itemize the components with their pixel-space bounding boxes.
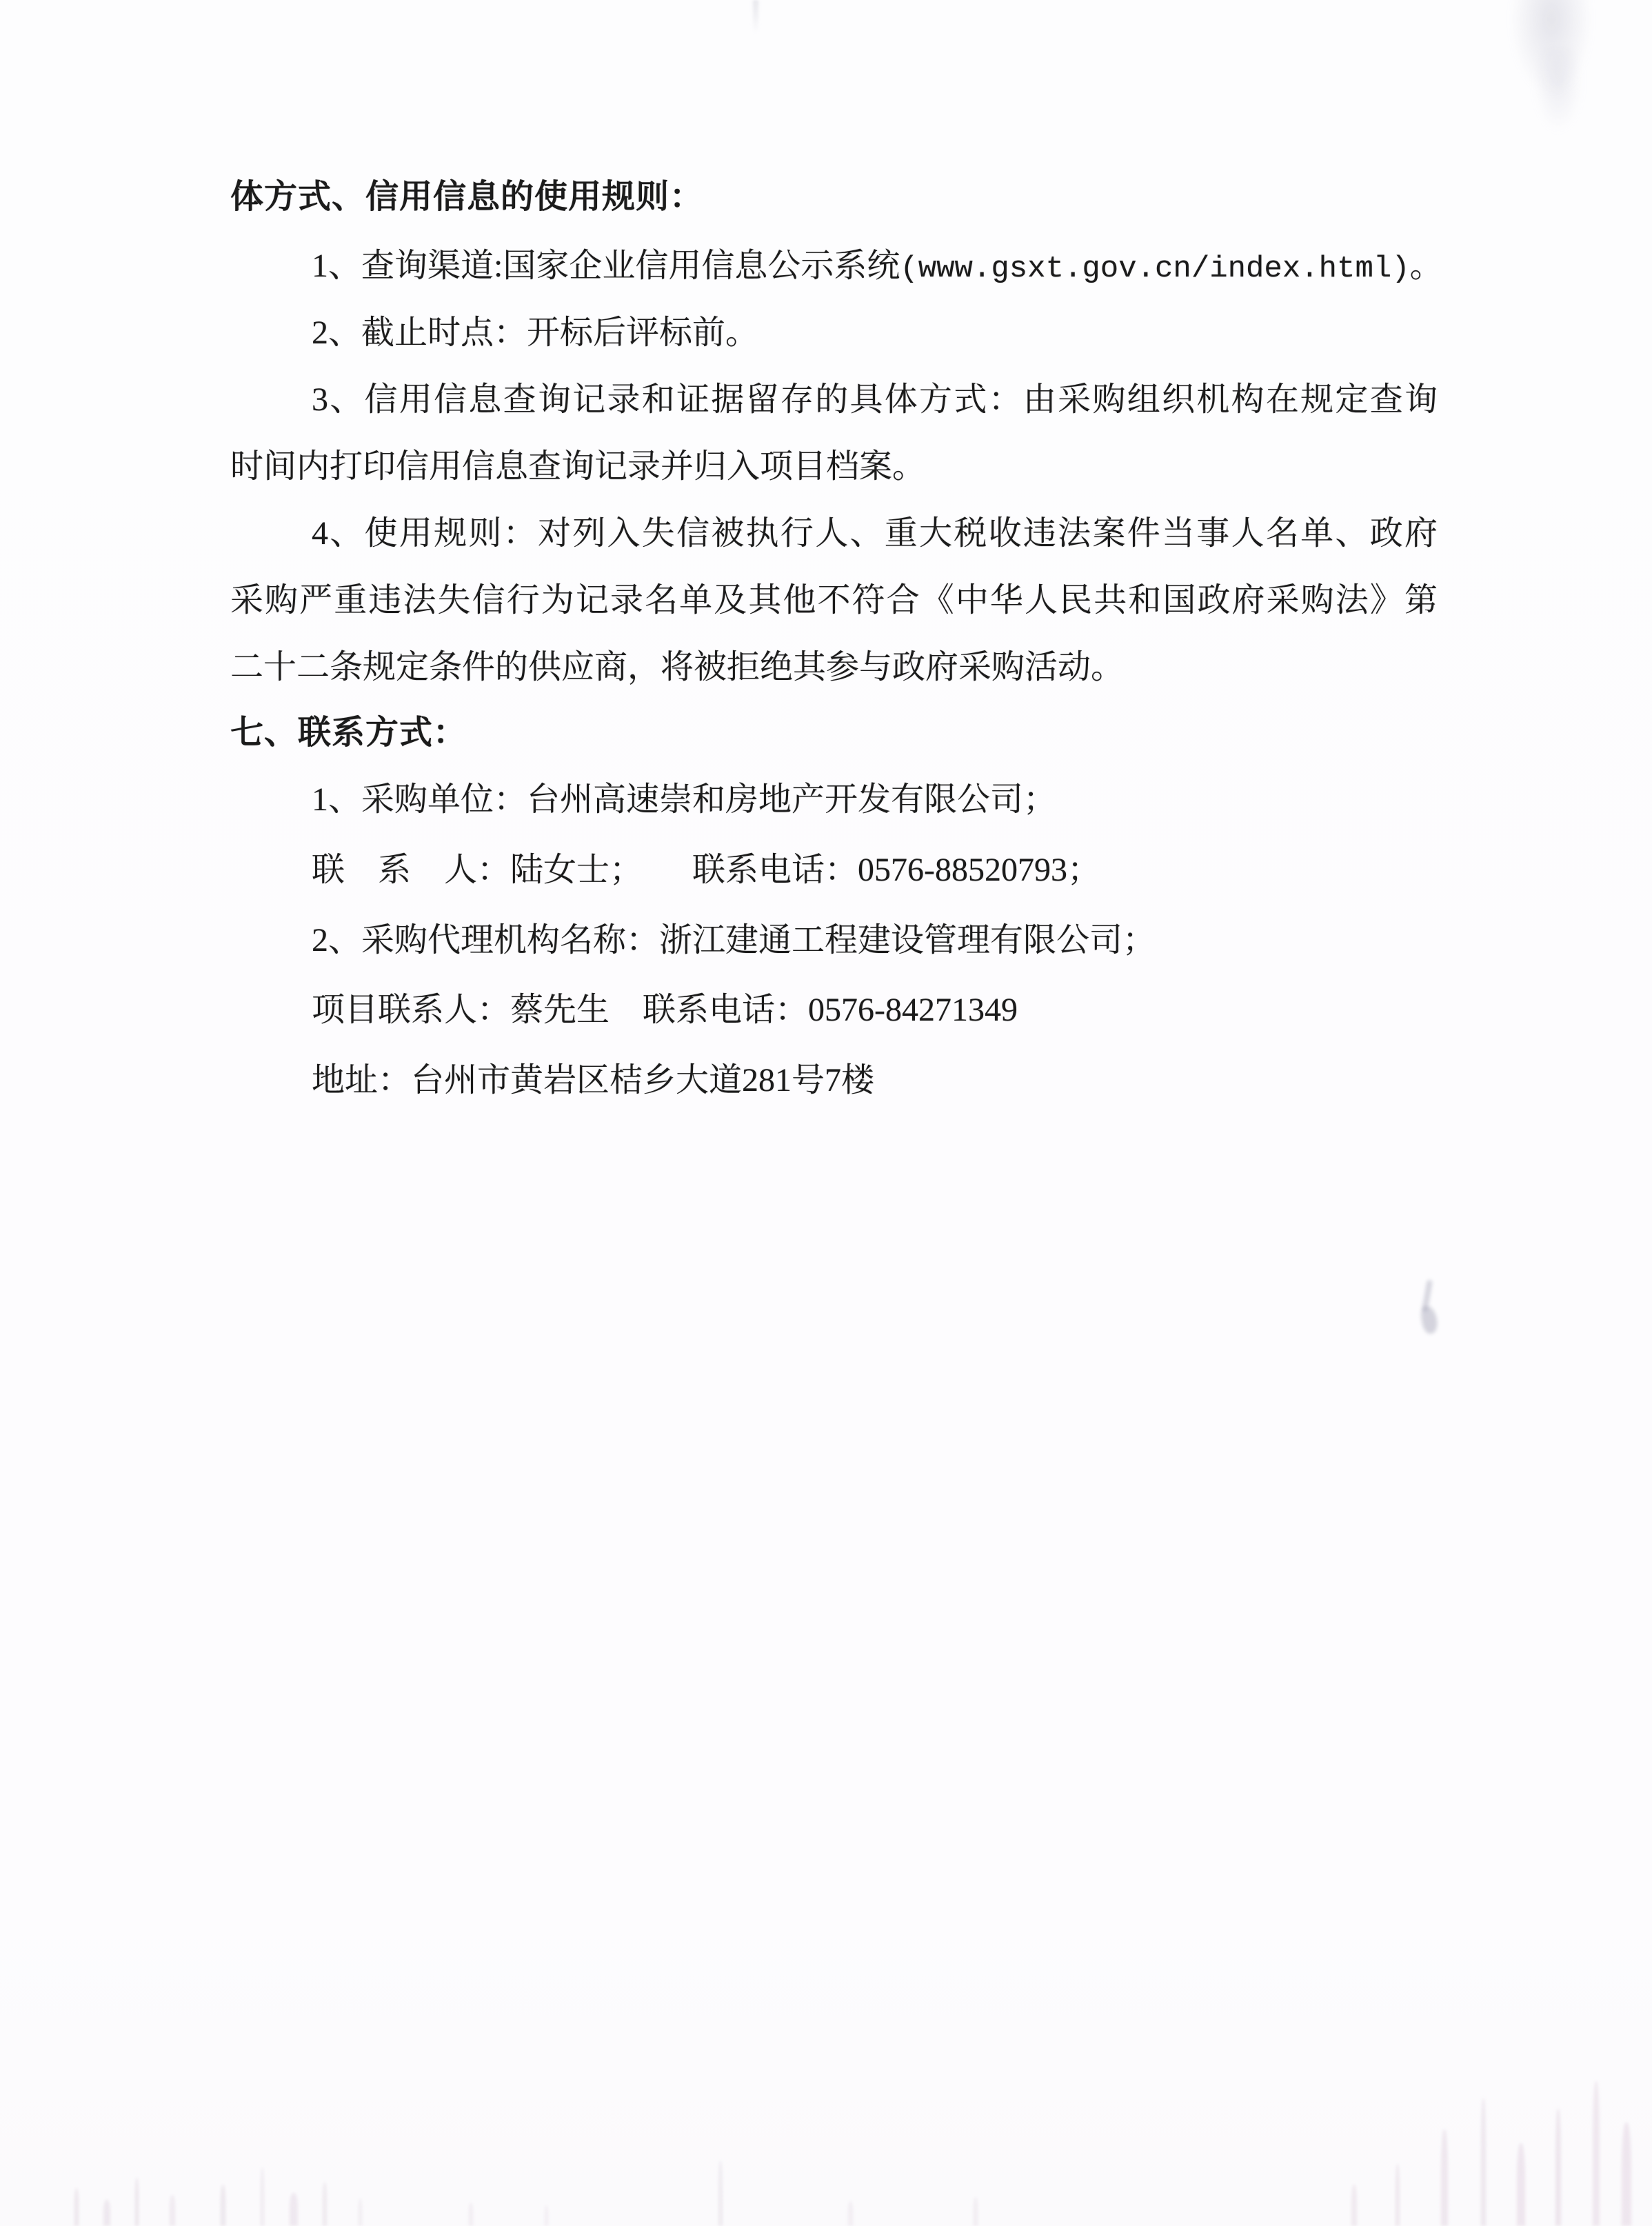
gsxt-url-text: (www.gsxt.gov.cn/index.html) [900, 252, 1410, 286]
scan-smudge-top-right [1510, 0, 1593, 97]
agency-contact-line: 项目联系人：蔡先生 联系电话：0576-84271349 [312, 992, 1018, 1028]
purchaser-contact-line: 联 系 人：陆女士； 联系电话：0576-88520793； [312, 852, 1100, 888]
scan-smudge-top-right-2 [1534, 48, 1582, 131]
purchaser-line: 1、采购单位：台州高速崇和房地产开发有限公司； [312, 781, 1057, 818]
agency-line: 2、采购代理机构名称：浙江建通工程建设管理有限公司； [312, 922, 1156, 959]
credit-item-3-line-1: 3、信用信息查询记录和证据留存的具体方式：由采购组织机构在规定查询 [312, 381, 1438, 418]
credit-item-2: 2、截止时点：开标后评标前。 [312, 314, 759, 351]
address-line: 地址：台州市黄岩区桔乡大道281号7楼 [312, 1062, 875, 1099]
credit-item-4-line-2: 采购严重违法失信行为记录名单及其他不符合《中华人民共和国政府采购法》第 [230, 582, 1438, 619]
contact-section-heading: 七、联系方式： [230, 714, 467, 751]
scan-mark-right-middle-blob [1420, 1305, 1438, 1335]
credit-item-1-period: 。 [1409, 248, 1443, 284]
credit-item-1-text: 1、查询渠道:国家企业信用信息公示系统 [312, 248, 900, 284]
credit-item-4-line-3: 二十二条规定条件的供应商，将被拒绝其参与政府采购活动。 [230, 649, 1125, 685]
credit-item-4-line-1: 4、使用规则：对列入失信被执行人、重大税收违法案件当事人名单、政府 [312, 515, 1438, 552]
credit-item-1 [312, 247, 1443, 288]
credit-rules-heading-line: 体方式、信用信息的使用规则： [230, 179, 704, 215]
scan-streak-top-center [753, 0, 758, 33]
scan-mark-right-middle-stroke [1422, 1280, 1433, 1312]
credit-item-3-line-2: 时间内打印信用信息查询记录并归入项目档案。 [230, 448, 926, 485]
